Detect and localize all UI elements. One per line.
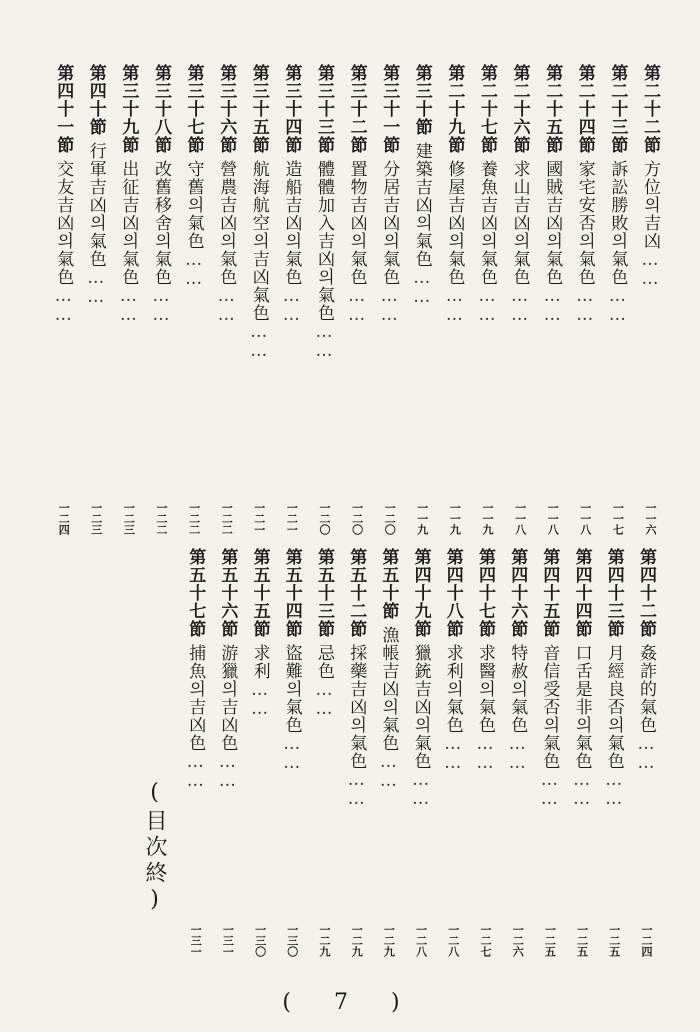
section-number: 第二十二節 <box>640 64 660 154</box>
toc-entry <box>84 64 108 535</box>
section-number: 第五十三節 <box>314 548 334 638</box>
page-ref: 一二〇 <box>318 502 331 535</box>
page-ref: 一二三 <box>122 502 136 535</box>
section-number: 第二十四節 <box>574 64 595 154</box>
page-ref: 一一八 <box>546 502 560 535</box>
toc-entry <box>248 548 272 978</box>
toc-entry <box>214 64 238 535</box>
page-ref: 一一八 <box>513 502 527 535</box>
page-ref: 一二五 <box>543 924 557 957</box>
leader-dots: …… <box>477 286 497 324</box>
section-number: 第三十節 <box>411 64 432 136</box>
leader-dots: …… <box>346 286 367 324</box>
section-title: 月經良否의氣色 <box>603 644 624 770</box>
toc-entry <box>215 548 239 978</box>
section-number: 第三十三節 <box>314 64 334 154</box>
section-number: 第五十五節 <box>249 548 270 638</box>
page-ref: 一一七 <box>611 502 625 535</box>
toc-entry <box>441 548 465 978</box>
section-title: 建築吉凶의氣色 <box>411 142 432 268</box>
section-title: 交友吉凶의氣色 <box>53 160 74 286</box>
leader-dots: …… <box>216 286 237 324</box>
page-ref: 一二一 <box>285 502 299 535</box>
page-ref: 一二六 <box>511 924 525 957</box>
section-title: 國賊吉凶의氣色 <box>542 160 563 286</box>
leader-dots: …… <box>249 680 270 718</box>
section-title: 盜難의氣色 <box>281 644 302 734</box>
section-number: 第五十節 <box>378 548 399 620</box>
toc-entry <box>376 548 400 978</box>
page-ref: 一二〇 <box>350 502 364 535</box>
leader-dots: …… <box>346 770 367 808</box>
section-number: 第四十九節 <box>410 548 431 638</box>
page-ref: 一一九 <box>415 502 429 535</box>
leader-dots: …… <box>542 286 563 324</box>
page-ref: 一二一 <box>252 502 266 535</box>
section-title: 家宅安否의氣色 <box>574 160 595 286</box>
section-number: 第五十四節 <box>281 548 302 638</box>
leader-dots: …… <box>636 734 656 772</box>
page-ref: 一二四 <box>640 924 653 957</box>
leader-dots: …… <box>475 734 495 772</box>
page-ref: 一二五 <box>575 924 589 957</box>
page-ref: 一二九 <box>350 924 364 957</box>
section-title: 採藥吉凶의氣色 <box>346 644 367 770</box>
page-ref: 一一九 <box>481 502 494 535</box>
section-title: 航海航空의吉凶氣色 <box>248 160 269 322</box>
toc-entry <box>312 548 336 978</box>
section-number: 第二十六節 <box>509 64 530 154</box>
section-title: 行軍吉凶의氣色 <box>85 142 106 268</box>
leader-dots: …… <box>217 752 238 790</box>
leader-dots: …… <box>509 286 530 324</box>
section-title: 置物吉凶의氣色 <box>346 160 367 286</box>
leader-dots: …… <box>314 322 334 360</box>
section-title: 求醫의氣色 <box>475 644 495 734</box>
section-number: 第五十六節 <box>217 548 238 638</box>
leader-dots: …… <box>379 286 400 324</box>
section-number: 第三十六節 <box>216 64 237 154</box>
section-title: 營農吉凶의氣色 <box>216 160 237 286</box>
section-title: 捕魚의吉凶色 <box>185 644 206 752</box>
toc-entry <box>473 548 497 978</box>
leader-dots: …… <box>378 752 399 790</box>
toc-entry <box>279 64 303 535</box>
leader-dots: …… <box>118 286 139 324</box>
toc-entry <box>344 548 368 978</box>
section-number: 第四十八節 <box>442 548 463 638</box>
toc-entry <box>149 64 173 535</box>
leader-dots: …… <box>603 770 624 808</box>
section-title: 獵銃吉凶의氣色 <box>410 644 431 770</box>
leader-dots: …… <box>411 268 432 306</box>
page-ref: 一一六 <box>644 502 657 535</box>
toc-entry <box>537 548 561 978</box>
toc-entry <box>410 64 434 535</box>
toc-entry <box>508 64 532 535</box>
page-ref: 一二九 <box>318 924 331 957</box>
toc-entry <box>409 548 433 978</box>
page-ref: 一二八 <box>446 924 460 957</box>
toc-entry <box>116 64 140 535</box>
section-title: 方位의吉凶 <box>640 160 660 250</box>
toc-entry <box>247 64 271 535</box>
section-number: 第三十九節 <box>118 64 139 154</box>
toc-entry <box>570 548 594 978</box>
toc-entry <box>442 64 466 535</box>
toc-entry <box>345 64 369 535</box>
section-number: 第四十三節 <box>603 548 624 638</box>
section-title: 出征吉凶의氣色 <box>118 160 139 286</box>
section-number: 第二十九節 <box>444 64 465 154</box>
leader-dots: …… <box>444 286 465 324</box>
leader-dots: …… <box>248 322 269 360</box>
section-number: 第四十六節 <box>507 548 528 638</box>
page-ref: 一二〇 <box>383 502 397 535</box>
toc-entry <box>51 64 75 535</box>
toc-entry <box>312 64 336 535</box>
section-number: 第五十二節 <box>346 548 367 638</box>
toc-entry <box>634 548 658 978</box>
section-title: 忌色 <box>314 644 334 680</box>
page-ref: 一三〇 <box>253 924 267 957</box>
leader-dots: …… <box>442 734 463 772</box>
leader-dots: …… <box>281 734 302 772</box>
leader-dots: …… <box>314 680 334 718</box>
section-title: 漁帳吉凶의氣色 <box>378 626 399 752</box>
section-title: 改舊移舍의氣色 <box>151 160 171 286</box>
section-title: 守舊의氣色 <box>183 160 204 250</box>
leader-dots: …… <box>151 286 171 324</box>
section-title: 分居吉凶의氣色 <box>379 160 400 286</box>
section-title: 求利의氣色 <box>442 644 463 734</box>
section-number: 第四十七節 <box>475 548 495 638</box>
section-number: 第二十七節 <box>477 64 497 154</box>
leader-dots: …… <box>185 752 206 790</box>
section-title: 訴訟勝敗의氣色 <box>607 160 628 286</box>
page-ref: 一一八 <box>578 502 592 535</box>
toc-entry <box>602 548 626 978</box>
section-number: 第三十八節 <box>151 64 171 154</box>
section-number: 第四十二節 <box>636 548 656 638</box>
toc-entry <box>280 548 304 978</box>
section-title: 體體加入吉凶의氣色 <box>314 160 334 322</box>
section-title: 口舌是非의氣色 <box>571 644 592 770</box>
toc-end-mark: (目次終) <box>142 780 167 916</box>
page-ref: 一二九 <box>382 924 396 957</box>
leader-dots: …… <box>410 770 431 808</box>
toc-entry <box>183 548 207 978</box>
section-number: 第二十三節 <box>607 64 628 154</box>
leader-dots: …… <box>539 770 560 808</box>
section-number: 第四十五節 <box>539 548 560 638</box>
page-ref: 一三〇 <box>285 924 299 957</box>
toc-entry <box>505 548 529 978</box>
toc-entry <box>475 64 499 535</box>
leader-dots: …… <box>281 286 302 324</box>
page-ref: 一二二 <box>187 502 201 535</box>
leader-dots: …… <box>183 250 204 288</box>
section-title: 游獵의吉凶色 <box>217 644 238 752</box>
page-ref: 一二二 <box>220 502 234 535</box>
leader-dots: …… <box>85 268 106 306</box>
section-number: 第三十二節 <box>346 64 367 154</box>
leader-dots: …… <box>53 286 74 324</box>
section-title: 音信受否의氣色 <box>539 644 560 770</box>
section-title: 求山吉凶의氣色 <box>509 160 530 286</box>
toc-entry <box>605 64 629 535</box>
page-ref: 一一九 <box>448 502 462 535</box>
page-ref: 一二三 <box>89 502 103 535</box>
section-title: 修屋吉凶의氣色 <box>444 160 465 286</box>
page-number: ( 7 ) <box>282 990 418 1015</box>
section-number: 第五十七節 <box>185 548 206 638</box>
section-number: 第三十四節 <box>281 64 302 154</box>
toc-entry <box>377 64 401 535</box>
page-ref: 一三一 <box>189 924 203 957</box>
toc-entry <box>540 64 564 535</box>
section-title: 姦詐的氣色 <box>636 644 656 734</box>
page-ref: 一三一 <box>221 924 235 957</box>
section-number: 第二十五節 <box>542 64 563 154</box>
page-ref: 一二四 <box>57 502 71 535</box>
toc-entry <box>638 64 662 535</box>
section-title: 養魚吉凶의氣色 <box>477 160 497 286</box>
page-ref: 一二七 <box>479 924 492 957</box>
page-ref: 一二八 <box>414 924 428 957</box>
leader-dots: …… <box>507 734 528 772</box>
toc-entry <box>573 64 597 535</box>
section-number: 第三十一節 <box>379 64 400 154</box>
page-ref: 一二二 <box>155 502 168 535</box>
section-number: 第四十節 <box>85 64 106 136</box>
section-number: 第四十四節 <box>571 548 592 638</box>
section-number: 第三十五節 <box>248 64 269 154</box>
leader-dots: …… <box>571 770 592 808</box>
leader-dots: …… <box>607 286 628 324</box>
section-number: 第三十七節 <box>183 64 204 154</box>
leader-dots: …… <box>574 286 595 324</box>
section-title: 造船吉凶의氣色 <box>281 160 302 286</box>
section-number: 第四十一節 <box>53 64 74 154</box>
leader-dots: …… <box>640 250 660 288</box>
section-title: 求利 <box>249 644 270 680</box>
section-title: 特赦의氣色 <box>507 644 528 734</box>
page-ref: 一二五 <box>607 924 621 957</box>
toc-entry <box>182 64 206 535</box>
